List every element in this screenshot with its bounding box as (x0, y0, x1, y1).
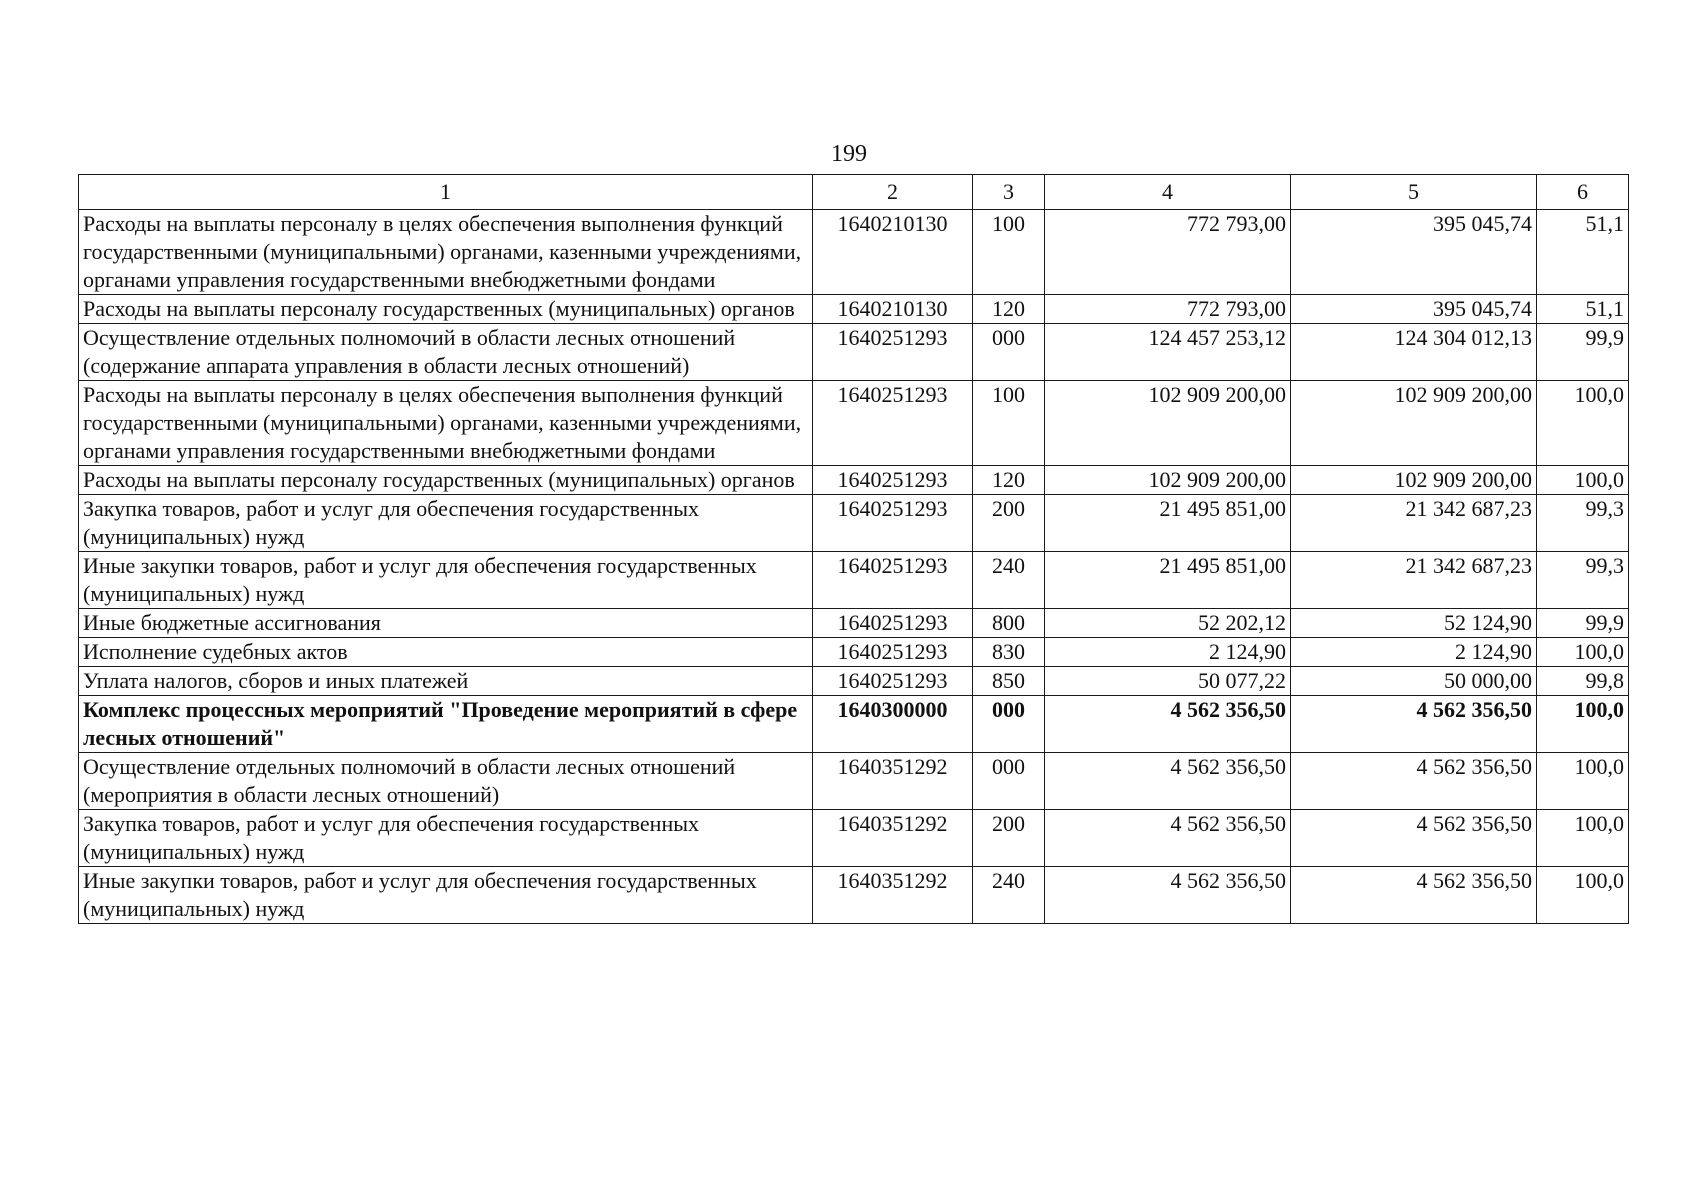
row-planned-amount-cell: 102 909 200,00 (1045, 466, 1291, 495)
row-planned-amount-cell: 50 077,22 (1045, 667, 1291, 696)
row-executed-amount-cell: 395 045,74 (1291, 295, 1537, 324)
row-executed-amount-cell: 4 562 356,50 (1291, 696, 1537, 753)
table-row (79, 381, 1629, 466)
row-target-article-cell: 1640251293 (813, 381, 973, 466)
row-planned-amount-cell: 4 562 356,50 (1045, 696, 1291, 753)
row-name-cell: Закупка товаров, работ и услуг для обеспечения государственных (муниципальных) нужд (79, 495, 813, 552)
table-body (79, 210, 1629, 924)
row-execution-percent-cell: 99,3 (1537, 552, 1629, 609)
row-name-cell: Уплата налогов, сборов и иных платежей (79, 667, 813, 696)
row-execution-percent-cell: 100,0 (1537, 696, 1629, 753)
row-name-cell: Расходы на выплаты персоналу государственных (муниципальных) органов (79, 295, 813, 324)
row-target-article-cell: 1640251293 (813, 552, 973, 609)
row-executed-amount-cell: 21 342 687,23 (1291, 495, 1537, 552)
row-executed-amount-cell: 52 124,90 (1291, 609, 1537, 638)
row-planned-amount-cell: 4 562 356,50 (1045, 810, 1291, 867)
row-planned-amount-cell: 772 793,00 (1045, 295, 1291, 324)
row-execution-percent-cell: 100,0 (1537, 810, 1629, 867)
row-expense-type-cell: 120 (973, 466, 1045, 495)
row-target-article-cell: 1640251293 (813, 466, 973, 495)
row-planned-amount-cell: 52 202,12 (1045, 609, 1291, 638)
column-header-1: 1 (79, 175, 813, 210)
row-name-cell: Расходы на выплаты персоналу в целях обеспечения выполнения функций государственными (муниципальными) органами, казенными учреждениями, органами управления государственными внебюджетными фондами (79, 210, 813, 295)
table-row (79, 867, 1629, 924)
table-row (79, 696, 1629, 753)
row-target-article-cell: 1640251293 (813, 638, 973, 667)
row-name-cell: Иные закупки товаров, работ и услуг для обеспечения государственных (муниципальных) нужд (79, 867, 813, 924)
row-executed-amount-cell: 50 000,00 (1291, 667, 1537, 696)
row-expense-type-cell: 830 (973, 638, 1045, 667)
row-expense-type-cell: 200 (973, 495, 1045, 552)
row-expense-type-cell: 100 (973, 210, 1045, 295)
table-row (79, 753, 1629, 810)
row-target-article-cell: 1640210130 (813, 210, 973, 295)
row-name-cell: Иные закупки товаров, работ и услуг для обеспечения государственных (муниципальных) нужд (79, 552, 813, 609)
row-expense-type-cell: 850 (973, 667, 1045, 696)
row-planned-amount-cell: 4 562 356,50 (1045, 753, 1291, 810)
row-planned-amount-cell: 4 562 356,50 (1045, 867, 1291, 924)
row-execution-percent-cell: 100,0 (1537, 638, 1629, 667)
row-target-article-cell: 1640251293 (813, 495, 973, 552)
row-executed-amount-cell: 395 045,74 (1291, 210, 1537, 295)
table-row (79, 495, 1629, 552)
column-header-2: 2 (813, 175, 973, 210)
row-target-article-cell: 1640351292 (813, 867, 973, 924)
row-execution-percent-cell: 99,3 (1537, 495, 1629, 552)
row-expense-type-cell: 240 (973, 867, 1045, 924)
row-expense-type-cell: 000 (973, 753, 1045, 810)
row-target-article-cell: 1640351292 (813, 810, 973, 867)
row-execution-percent-cell: 51,1 (1537, 295, 1629, 324)
row-planned-amount-cell: 21 495 851,00 (1045, 552, 1291, 609)
row-planned-amount-cell: 124 457 253,12 (1045, 324, 1291, 381)
row-name-cell: Осуществление отдельных полномочий в области лесных отношений (содержание аппарата управления в области лесных отношений) (79, 324, 813, 381)
row-name-cell: Расходы на выплаты персоналу государственных (муниципальных) органов (79, 466, 813, 495)
table-row (79, 552, 1629, 609)
row-target-article-cell: 1640251293 (813, 667, 973, 696)
row-expense-type-cell: 100 (973, 381, 1045, 466)
table-row (79, 810, 1629, 867)
row-name-cell: Исполнение судебных актов (79, 638, 813, 667)
row-name-cell: Расходы на выплаты персоналу в целях обеспечения выполнения функций государственными (муниципальными) органами, казенными учреждениями, органами управления государственными внебюджетными фондами (79, 381, 813, 466)
row-executed-amount-cell: 2 124,90 (1291, 638, 1537, 667)
row-expense-type-cell: 000 (973, 324, 1045, 381)
row-name-cell: Закупка товаров, работ и услуг для обеспечения государственных (муниципальных) нужд (79, 810, 813, 867)
row-executed-amount-cell: 102 909 200,00 (1291, 381, 1537, 466)
row-planned-amount-cell: 102 909 200,00 (1045, 381, 1291, 466)
column-header-3: 3 (973, 175, 1045, 210)
table-row (79, 609, 1629, 638)
row-executed-amount-cell: 102 909 200,00 (1291, 466, 1537, 495)
table-row (79, 667, 1629, 696)
row-expense-type-cell: 240 (973, 552, 1045, 609)
row-expense-type-cell: 000 (973, 696, 1045, 753)
column-header-4: 4 (1045, 175, 1291, 210)
table-row (79, 324, 1629, 381)
column-header-5: 5 (1291, 175, 1537, 210)
row-execution-percent-cell: 100,0 (1537, 466, 1629, 495)
table-row (79, 466, 1629, 495)
row-execution-percent-cell: 51,1 (1537, 210, 1629, 295)
row-execution-percent-cell: 100,0 (1537, 753, 1629, 810)
row-name-cell: Комплекс процессных мероприятий "Проведение мероприятий в сфере лесных отношений" (79, 696, 813, 753)
row-executed-amount-cell: 21 342 687,23 (1291, 552, 1537, 609)
page-number: 199 (831, 141, 867, 167)
row-target-article-cell: 1640210130 (813, 295, 973, 324)
row-execution-percent-cell: 99,9 (1537, 324, 1629, 381)
table-header-row (79, 175, 1629, 210)
table-row (79, 295, 1629, 324)
table-row (79, 210, 1629, 295)
row-expense-type-cell: 120 (973, 295, 1045, 324)
row-executed-amount-cell: 124 304 012,13 (1291, 324, 1537, 381)
column-header-6: 6 (1537, 175, 1629, 210)
row-planned-amount-cell: 772 793,00 (1045, 210, 1291, 295)
row-planned-amount-cell: 2 124,90 (1045, 638, 1291, 667)
row-target-article-cell: 1640251293 (813, 609, 973, 638)
row-expense-type-cell: 200 (973, 810, 1045, 867)
row-execution-percent-cell: 100,0 (1537, 867, 1629, 924)
row-expense-type-cell: 800 (973, 609, 1045, 638)
row-executed-amount-cell: 4 562 356,50 (1291, 810, 1537, 867)
row-execution-percent-cell: 99,9 (1537, 609, 1629, 638)
row-target-article-cell: 1640300000 (813, 696, 973, 753)
row-name-cell: Иные бюджетные ассигнования (79, 609, 813, 638)
row-executed-amount-cell: 4 562 356,50 (1291, 753, 1537, 810)
row-execution-percent-cell: 100,0 (1537, 381, 1629, 466)
row-target-article-cell: 1640251293 (813, 324, 973, 381)
row-target-article-cell: 1640351292 (813, 753, 973, 810)
row-executed-amount-cell: 4 562 356,50 (1291, 867, 1537, 924)
table-row (79, 638, 1629, 667)
row-name-cell: Осуществление отдельных полномочий в области лесных отношений (мероприятия в области лесных отношений) (79, 753, 813, 810)
row-planned-amount-cell: 21 495 851,00 (1045, 495, 1291, 552)
row-execution-percent-cell: 99,8 (1537, 667, 1629, 696)
budget-execution-table (78, 174, 1629, 924)
